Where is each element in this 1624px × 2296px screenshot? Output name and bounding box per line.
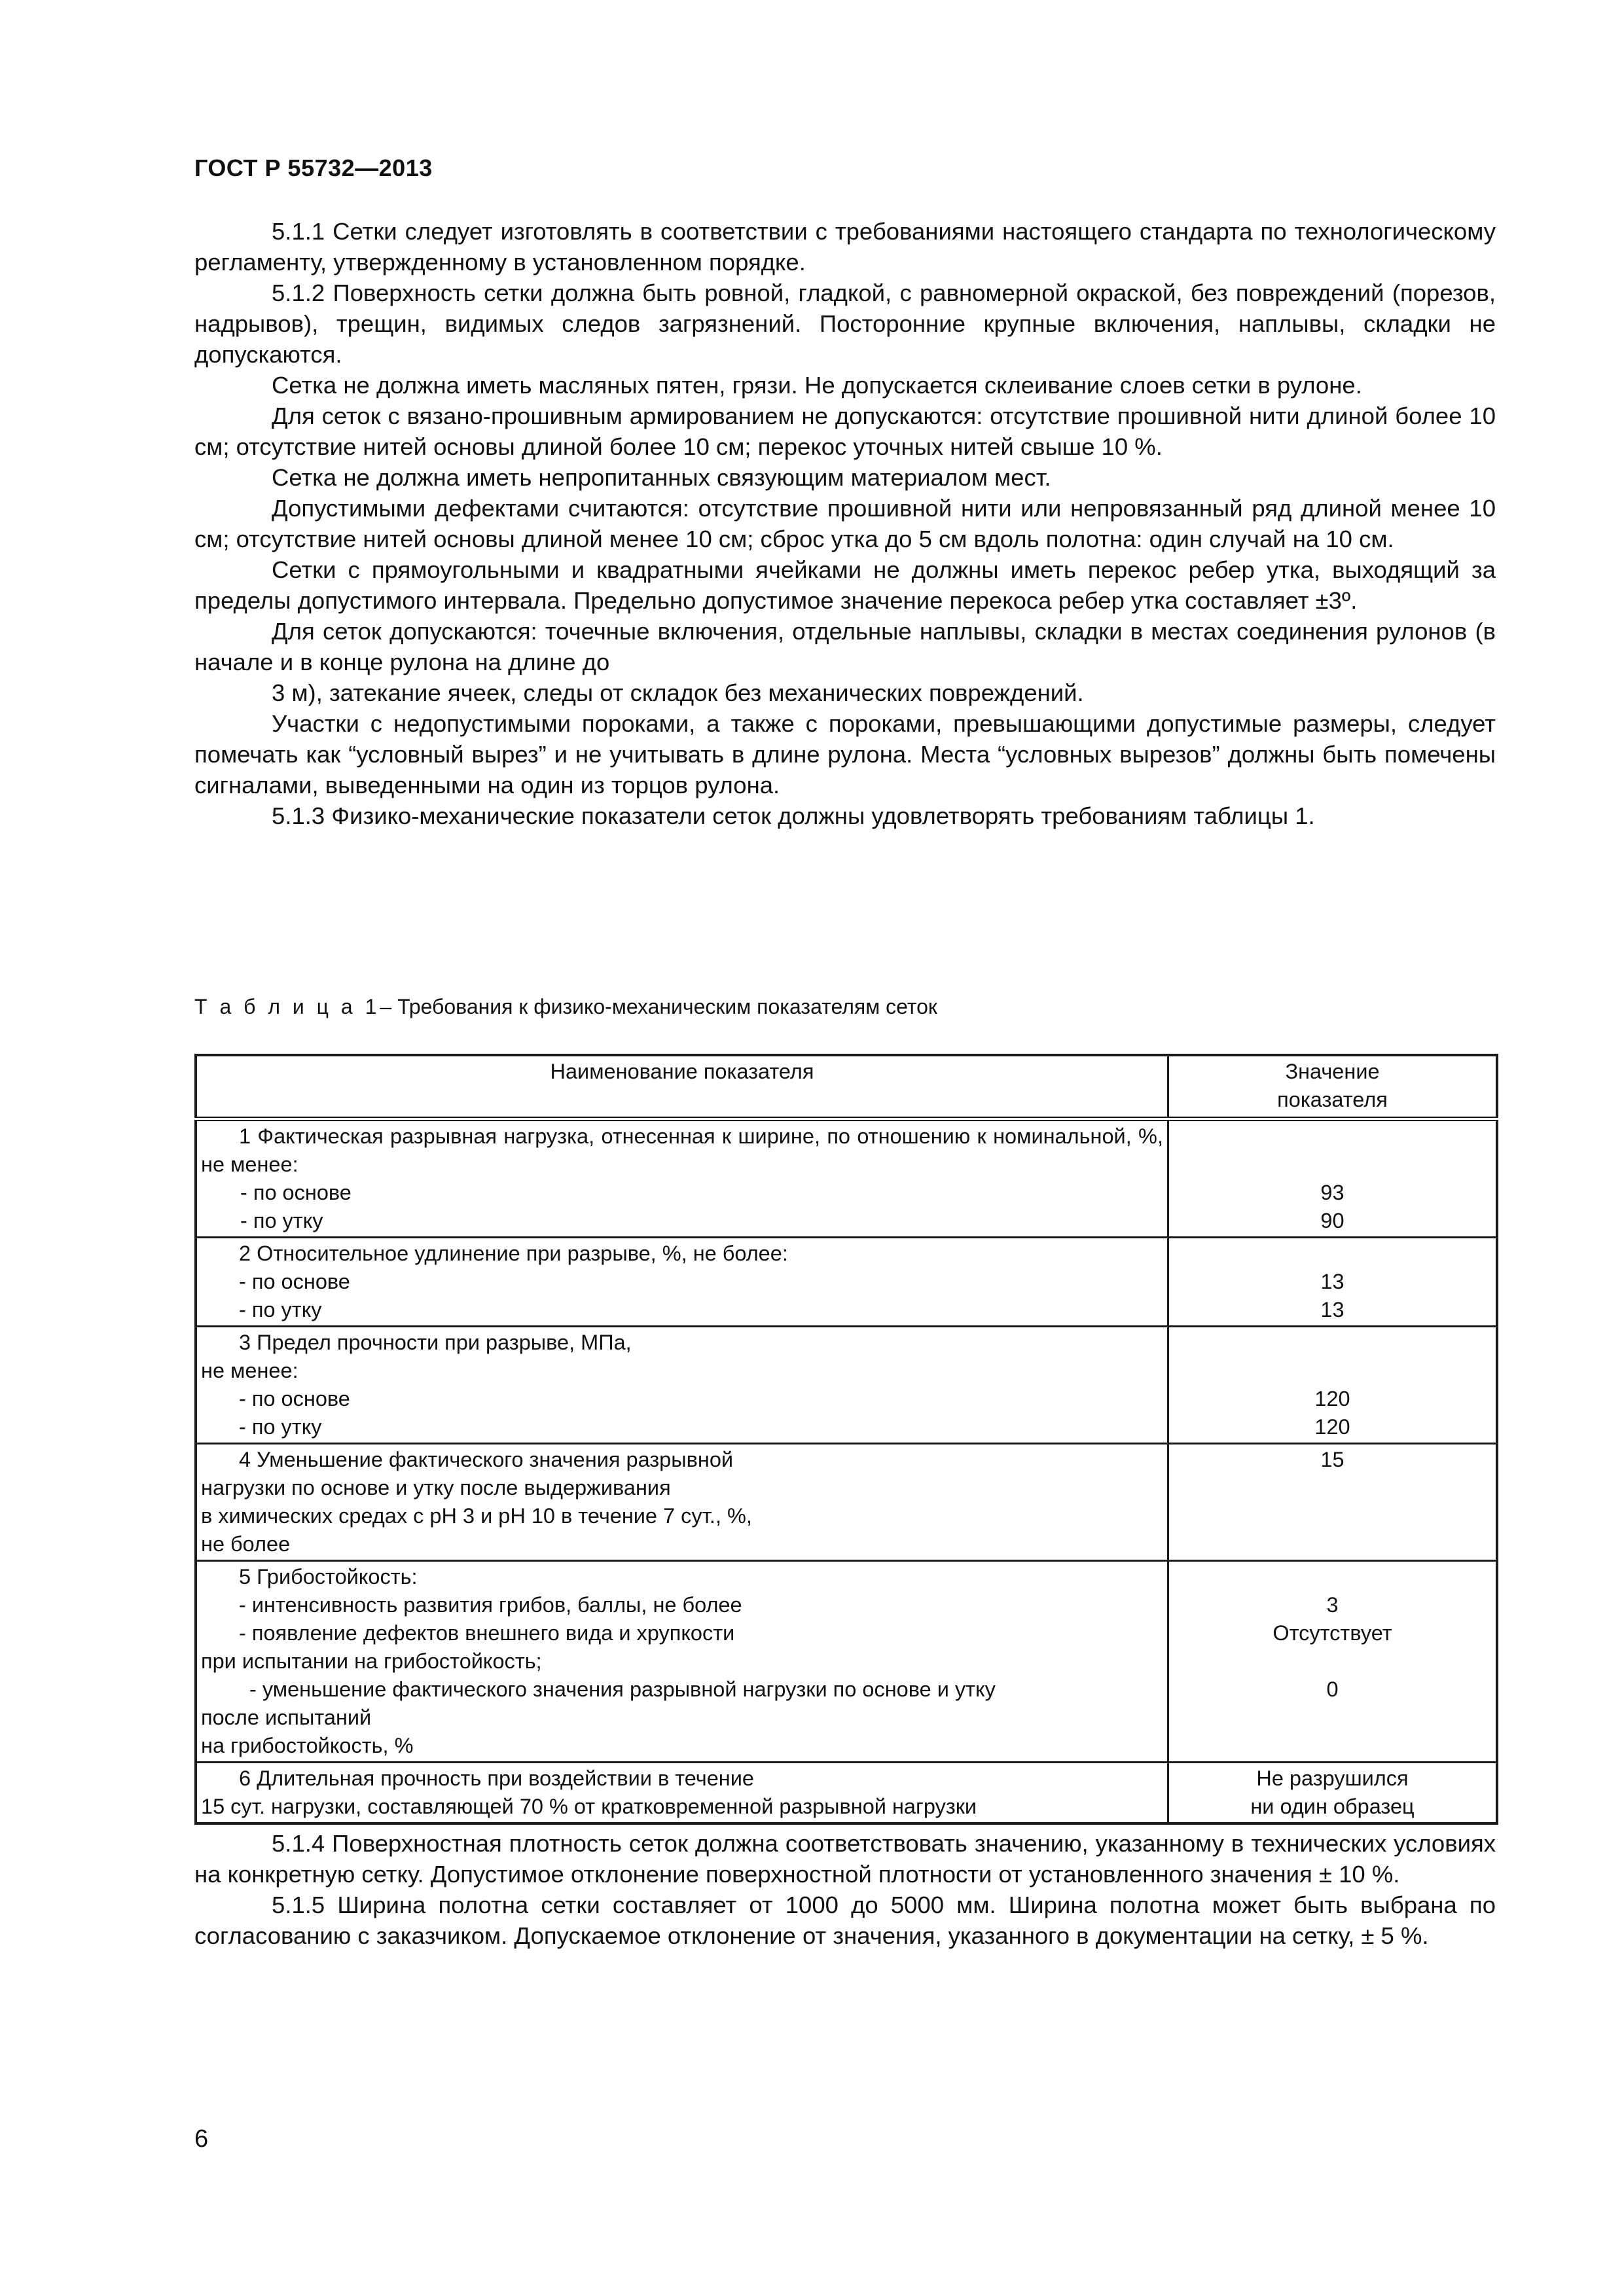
table-row [196,1763,1497,1824]
header-indicator-value: Значение показателя [1168,1055,1498,1119]
paragraph-5-1-1: 5.1.1 Сетки следует изготовлять в соответствии с требованиями настоящего стандарта по технологическому регламенту, утвержденному в установленном порядке. [194,218,1496,276]
paragraph-impregnation: Сетка не должна иметь непропитанных связующим материалом мест. [272,464,1051,491]
table-caption-text: – Требования к физико-механическим показателям сеток [380,995,937,1018]
table-header-row [196,1055,1497,1119]
page-number: 6 [194,2125,209,2153]
header-indicator-name: Наименование показателя [196,1055,1168,1119]
after-table-text-block [194,1828,1496,1951]
table-row [196,1561,1497,1763]
paragraph-cell-flooding: 3 м), затекание ячеек, следы от складок без механических повреждений. [272,679,1084,706]
paragraph-5-1-4: 5.1.4 Поверхностная плотность сеток должна соответствовать значению, указанному в технических условиях на конкретную сетку. Допустимое отклонение поверхностной плотности от установленного значения ± 10 %. [194,1830,1496,1888]
paragraph-5-1-3: 5.1.3 Физико-механические показатели сеток должны удовлетворять требованиям таблицы 1. [272,802,1315,829]
paragraph-conditional-cut: Участки с недопустимыми пороками, а также с пороками, превышающими допустимые размеры, следует помечать как “условный вырез” и не учитывать в длине рулона. Места “условных вырезов” должны быть помечены сигналами, выведенными на один из торцов рулона. [194,710,1496,798]
row-6-name: 6 Длительная прочность при воздействии в течение 15 сут. нагрузки, составляющей 70 % от кратковременной разрывной нагрузки [196,1763,1168,1824]
document-code-header: ГОСТ Р 55732—2013 [194,154,433,181]
paragraph-oil-stains: Сетка не должна иметь масляных пятен, грязи. Не допускается склеивание слоев сетки в рулоне. [272,372,1362,399]
row-2-value: 13 13 [1168,1238,1498,1327]
table-caption-label: Т а б л и ц а 1 [194,995,380,1018]
row-2-name: 2 Относительное удлинение при разрыве, %, не более: - по основе - по утку [196,1238,1168,1327]
row-3-name: 3 Предел прочности при разрыве, МПа, не менее: - по основе - по утку [196,1327,1168,1444]
paragraph-allowed-inclusions: Для сеток допускаются: точечные включения, отдельные наплывы, складки в местах соединения рулонов (в начале и в конце рулона на длине до [194,618,1496,675]
row-6-value: Не разрушился ни один образец [1168,1763,1498,1824]
row-1-value: 93 90 [1168,1119,1498,1238]
row-5-name: 5 Грибостойкость: - интенсивность развития грибов, баллы, не более - появление дефектов внешнего вида и хрупкости при испытании на грибостойкость; - уменьшение фактического значения разрывной нагрузки по основе и утку после испытаний на грибостойкость, % [196,1561,1168,1763]
row-1-name: 1 Фактическая разрывная нагрузка, отнесенная к ширине, по отношению к номинальной, %, не менее: - по основе - по утку [196,1119,1168,1238]
paragraph-5-1-2: 5.1.2 Поверхность сетки должна быть ровной, гладкой, с равномерной окраской, без повреждений (порезов, надрывов), трещин, видимых следов загрязнений. Посторонние крупные включения, наплывы, складки не допускаются. [194,279,1496,368]
paragraph-allowed-defects: Допустимыми дефектами считаются: отсутствие прошивной нити или непровязанный ряд длиной менее 10 см; отсутствие нитей основы длиной менее 10 см; сброс утка до 5 см вдоль полотна: один случай на 10 см. [194,495,1496,552]
table-row [196,1444,1497,1561]
row-3-value: 120 120 [1168,1327,1498,1444]
table-row [196,1119,1497,1238]
paragraph-cell-skew: Сетки с прямоугольными и квадратными ячейками не должны иметь перекос ребер утка, выходящий за пределы допустимого интервала. Предельно допустимое значение перекоса ребер утка составляет ±3º. [194,556,1496,614]
table-caption [194,994,937,1020]
row-4-name: 4 Уменьшение фактического значения разрывной нагрузки по основе и утку после выдерживания в химических средах с рН 3 и рН 10 в течение 7 сут., %, не более [196,1444,1168,1561]
main-text-block [194,216,1496,831]
paragraph-5-1-5: 5.1.5 Ширина полотна сетки составляет от 1000 до 5000 мм. Ширина полотна может быть выбрана по согласованию с заказчиком. Допускаемое отклонение от значения, указанного в документации на сетку, ± 5 %. [194,1892,1496,1949]
paragraph-knit-reinforcement: Для сеток с вязано-прошивным армированием не допускаются: отсутствие прошивной нити длиной более 10 см; отсутствие нитей основы длиной более 10 см; перекос уточных нитей свыше 10 %. [194,403,1496,460]
requirements-table [194,1054,1498,1825]
table-row [196,1238,1497,1327]
row-5-value: 3 Отсутствует 0 [1168,1561,1498,1763]
table-row [196,1327,1497,1444]
row-4-value: 15 [1168,1444,1498,1561]
